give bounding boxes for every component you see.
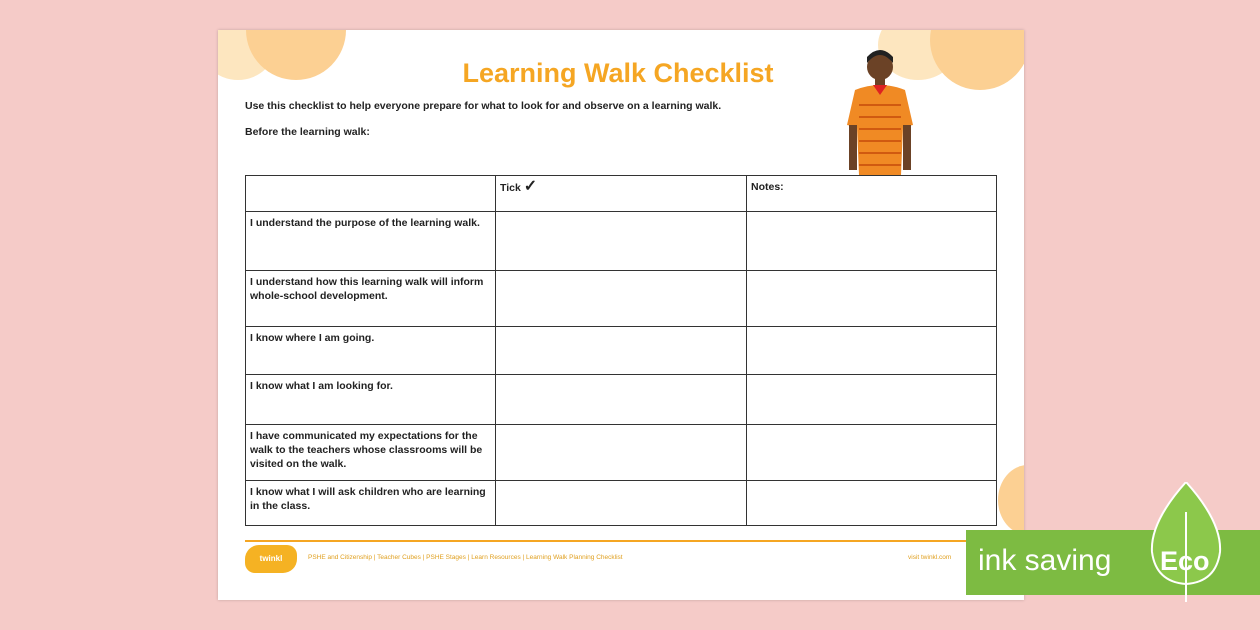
checklist-table — [245, 175, 997, 526]
table-row — [246, 425, 997, 481]
header-cell — [246, 176, 496, 212]
leaf-icon — [1150, 482, 1222, 602]
row-label: I know where I am going. — [246, 327, 496, 375]
tick-cell[interactable] — [496, 271, 747, 327]
row-label: I have communicated my expectations for the walk to the teachers whose classrooms will be visited on the walk. — [246, 425, 496, 481]
tick-cell[interactable] — [496, 212, 747, 271]
notes-cell[interactable] — [747, 327, 997, 375]
person-illustration — [833, 45, 928, 175]
twinkl-logo: twinkl — [245, 545, 297, 573]
row-label: I understand how this learning walk will inform whole-school development. — [246, 271, 496, 327]
notes-cell[interactable] — [747, 425, 997, 481]
tick-cell[interactable] — [496, 481, 747, 526]
tick-cell[interactable] — [496, 327, 747, 375]
table-row — [246, 327, 997, 375]
row-label: I know what I am looking for. — [246, 375, 496, 425]
table-header-row — [246, 176, 997, 212]
page-title: Learning Walk Checklist — [462, 58, 774, 88]
worksheet-page — [218, 30, 1024, 600]
header-tick — [496, 176, 747, 212]
row-label: I understand the purpose of the learning walk. — [246, 212, 496, 271]
ink-saving-label: ink saving — [978, 544, 1112, 577]
notes-cell[interactable] — [747, 481, 997, 526]
table-row — [246, 481, 997, 526]
table-row — [246, 271, 997, 327]
section-heading: Before the learning walk: — [245, 126, 370, 138]
footer-breadcrumb: PSHE and Citizenship | Teacher Cubes | PSHE Stages | Learn Resources | Learning Walk Planning Checklist — [308, 554, 623, 561]
tick-icon: ✓ — [523, 178, 538, 195]
eco-label: Eco — [1160, 546, 1210, 576]
decor-circle — [998, 465, 1024, 535]
notes-cell[interactable] — [747, 271, 997, 327]
header-notes: Notes: — [747, 176, 997, 212]
notes-cell[interactable] — [747, 375, 997, 425]
notes-cell[interactable] — [747, 212, 997, 271]
tick-cell[interactable] — [496, 425, 747, 481]
footer-site: visit twinkl.com — [908, 554, 952, 561]
table-row — [246, 212, 997, 271]
intro-text: Use this checklist to help everyone prepare for what to look for and observe on a learning walk. — [245, 100, 722, 112]
row-label: I know what I will ask children who are learning in the class. — [246, 481, 496, 526]
table-row — [246, 375, 997, 425]
footer-divider — [245, 540, 997, 542]
decor-circle — [930, 30, 1024, 90]
tick-cell[interactable] — [496, 375, 747, 425]
tick-label: Tick — [500, 182, 521, 194]
